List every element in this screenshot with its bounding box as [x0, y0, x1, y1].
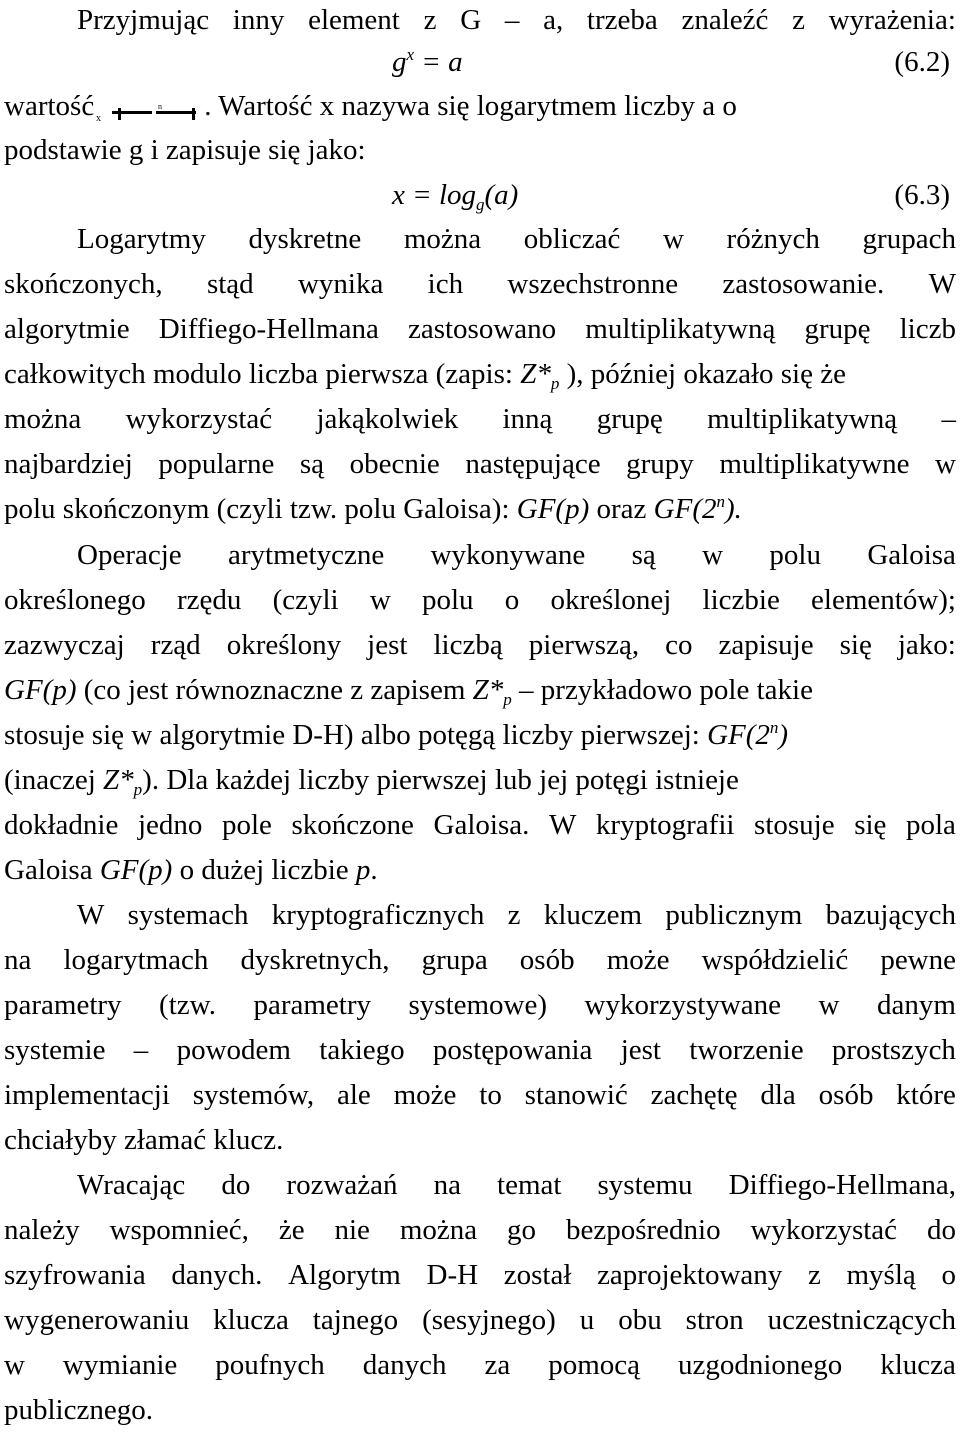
text-line: szyfrowania danych. Algorytm D-H został zaprojektowany z myślą o — [4, 1259, 956, 1291]
text-line: na logarytmach dyskretnych, grupa osób może współdzielić pewne — [4, 944, 956, 976]
equation-number: (6.3) — [894, 179, 950, 211]
text-line: W systemach kryptograficznych z kluczem publicznym bazujących — [77, 899, 956, 931]
text-line: podstawie g i zapisuje się jako: — [4, 134, 366, 166]
text-line: chciałyby złamać klucz. — [4, 1124, 284, 1156]
equation-6-3: $x = \log_g(a)$ (6.3) — [4, 175, 956, 215]
text-line: dokładnie jedno pole skończone Galoisa. W kryptografii stosuje się pola — [4, 809, 956, 841]
text-line: stosuje się w algorytmie D-H) albo potęgą liczby pierwszej: GF(2$^n$) — [4, 718, 789, 751]
text-line: Przyjmując inny element z G – a, trzeba znaleźć z wyrażenia: — [77, 4, 956, 36]
text-line: całkowitych modulo liczba pierwsza (zapis: $Z*_p$ ), później okazało się że — [4, 358, 846, 393]
text-line: publicznego. — [4, 1394, 153, 1426]
text-line: Wracając do rozważań na temat systemu Diffiego-Hellmana, — [77, 1169, 956, 1201]
text-line: implementacji systemów, ale może to stanowić zachętę dla osób które — [4, 1079, 956, 1111]
equation-number: (6.2) — [894, 46, 950, 78]
text-line: Galoisa GF(p) o dużej liczbie p. — [4, 854, 378, 886]
text-line: polu skończonym (czyli tzw. polu Galoisa): GF(p) oraz GF(2$^n$). — [4, 492, 742, 525]
text-line: skończonych, stąd wynika ich wszechstronne zastosowanie. W — [4, 268, 956, 300]
text-line: można wykorzystać jakąkolwiek inną grupę multiplikatywną – — [4, 403, 956, 435]
text-line: należy wspomnieć, że nie można go bezpośrednio wykorzystać do — [4, 1214, 956, 1246]
formula-artifact — [94, 97, 204, 125]
text-line: zazwyczaj rząd określony jest liczbą pierwszą, co zapisuje się jako: — [4, 629, 956, 661]
equation-6-2: $g^x = a$ (6.2) — [4, 42, 956, 82]
text-line: Operacje arytmetyczne wykonywane są w polu Galoisa — [77, 539, 956, 571]
svg-text:n: n — [158, 104, 163, 112]
text-line: parametry (tzw. parametry systemowe) wykorzystywane w danym — [4, 989, 956, 1021]
text-line: wygenerowaniu klucza tajnego (sesyjnego) u obu stron uczestniczących — [4, 1304, 956, 1336]
text-line: określonego rzędu (czyli w polu o określonej liczbie elementów); — [4, 584, 956, 616]
text-line: systemie – powodem takiego postępowania jest tworzenie prostszych — [4, 1034, 956, 1066]
text-line: (inaczej $Z*_p$). Dla każdej liczby pierwszej lub jej potęgi istnieje — [4, 764, 739, 799]
text-line: w wymianie poufnych danych za pomocą uzgodnionego klucza — [4, 1349, 956, 1381]
text-line: GF(p) (co jest równoznaczne z zapisem $Z*_p$ – przykładowo pole takie — [4, 674, 813, 709]
text-line: najbardziej popularne są obecnie następujące grupy multiplikatywne w — [4, 448, 956, 480]
svg-text:x: x — [96, 113, 102, 125]
text-line: wartość x n . Wartość x nazywa się logarytmem liczby a o — [4, 90, 737, 125]
text-line: algorytmie Diffiego-Hellmana zastosowano multiplikatywną grupę liczb — [4, 313, 956, 345]
text-line: Logarytmy dyskretne można obliczać w różnych grupach — [77, 223, 956, 255]
